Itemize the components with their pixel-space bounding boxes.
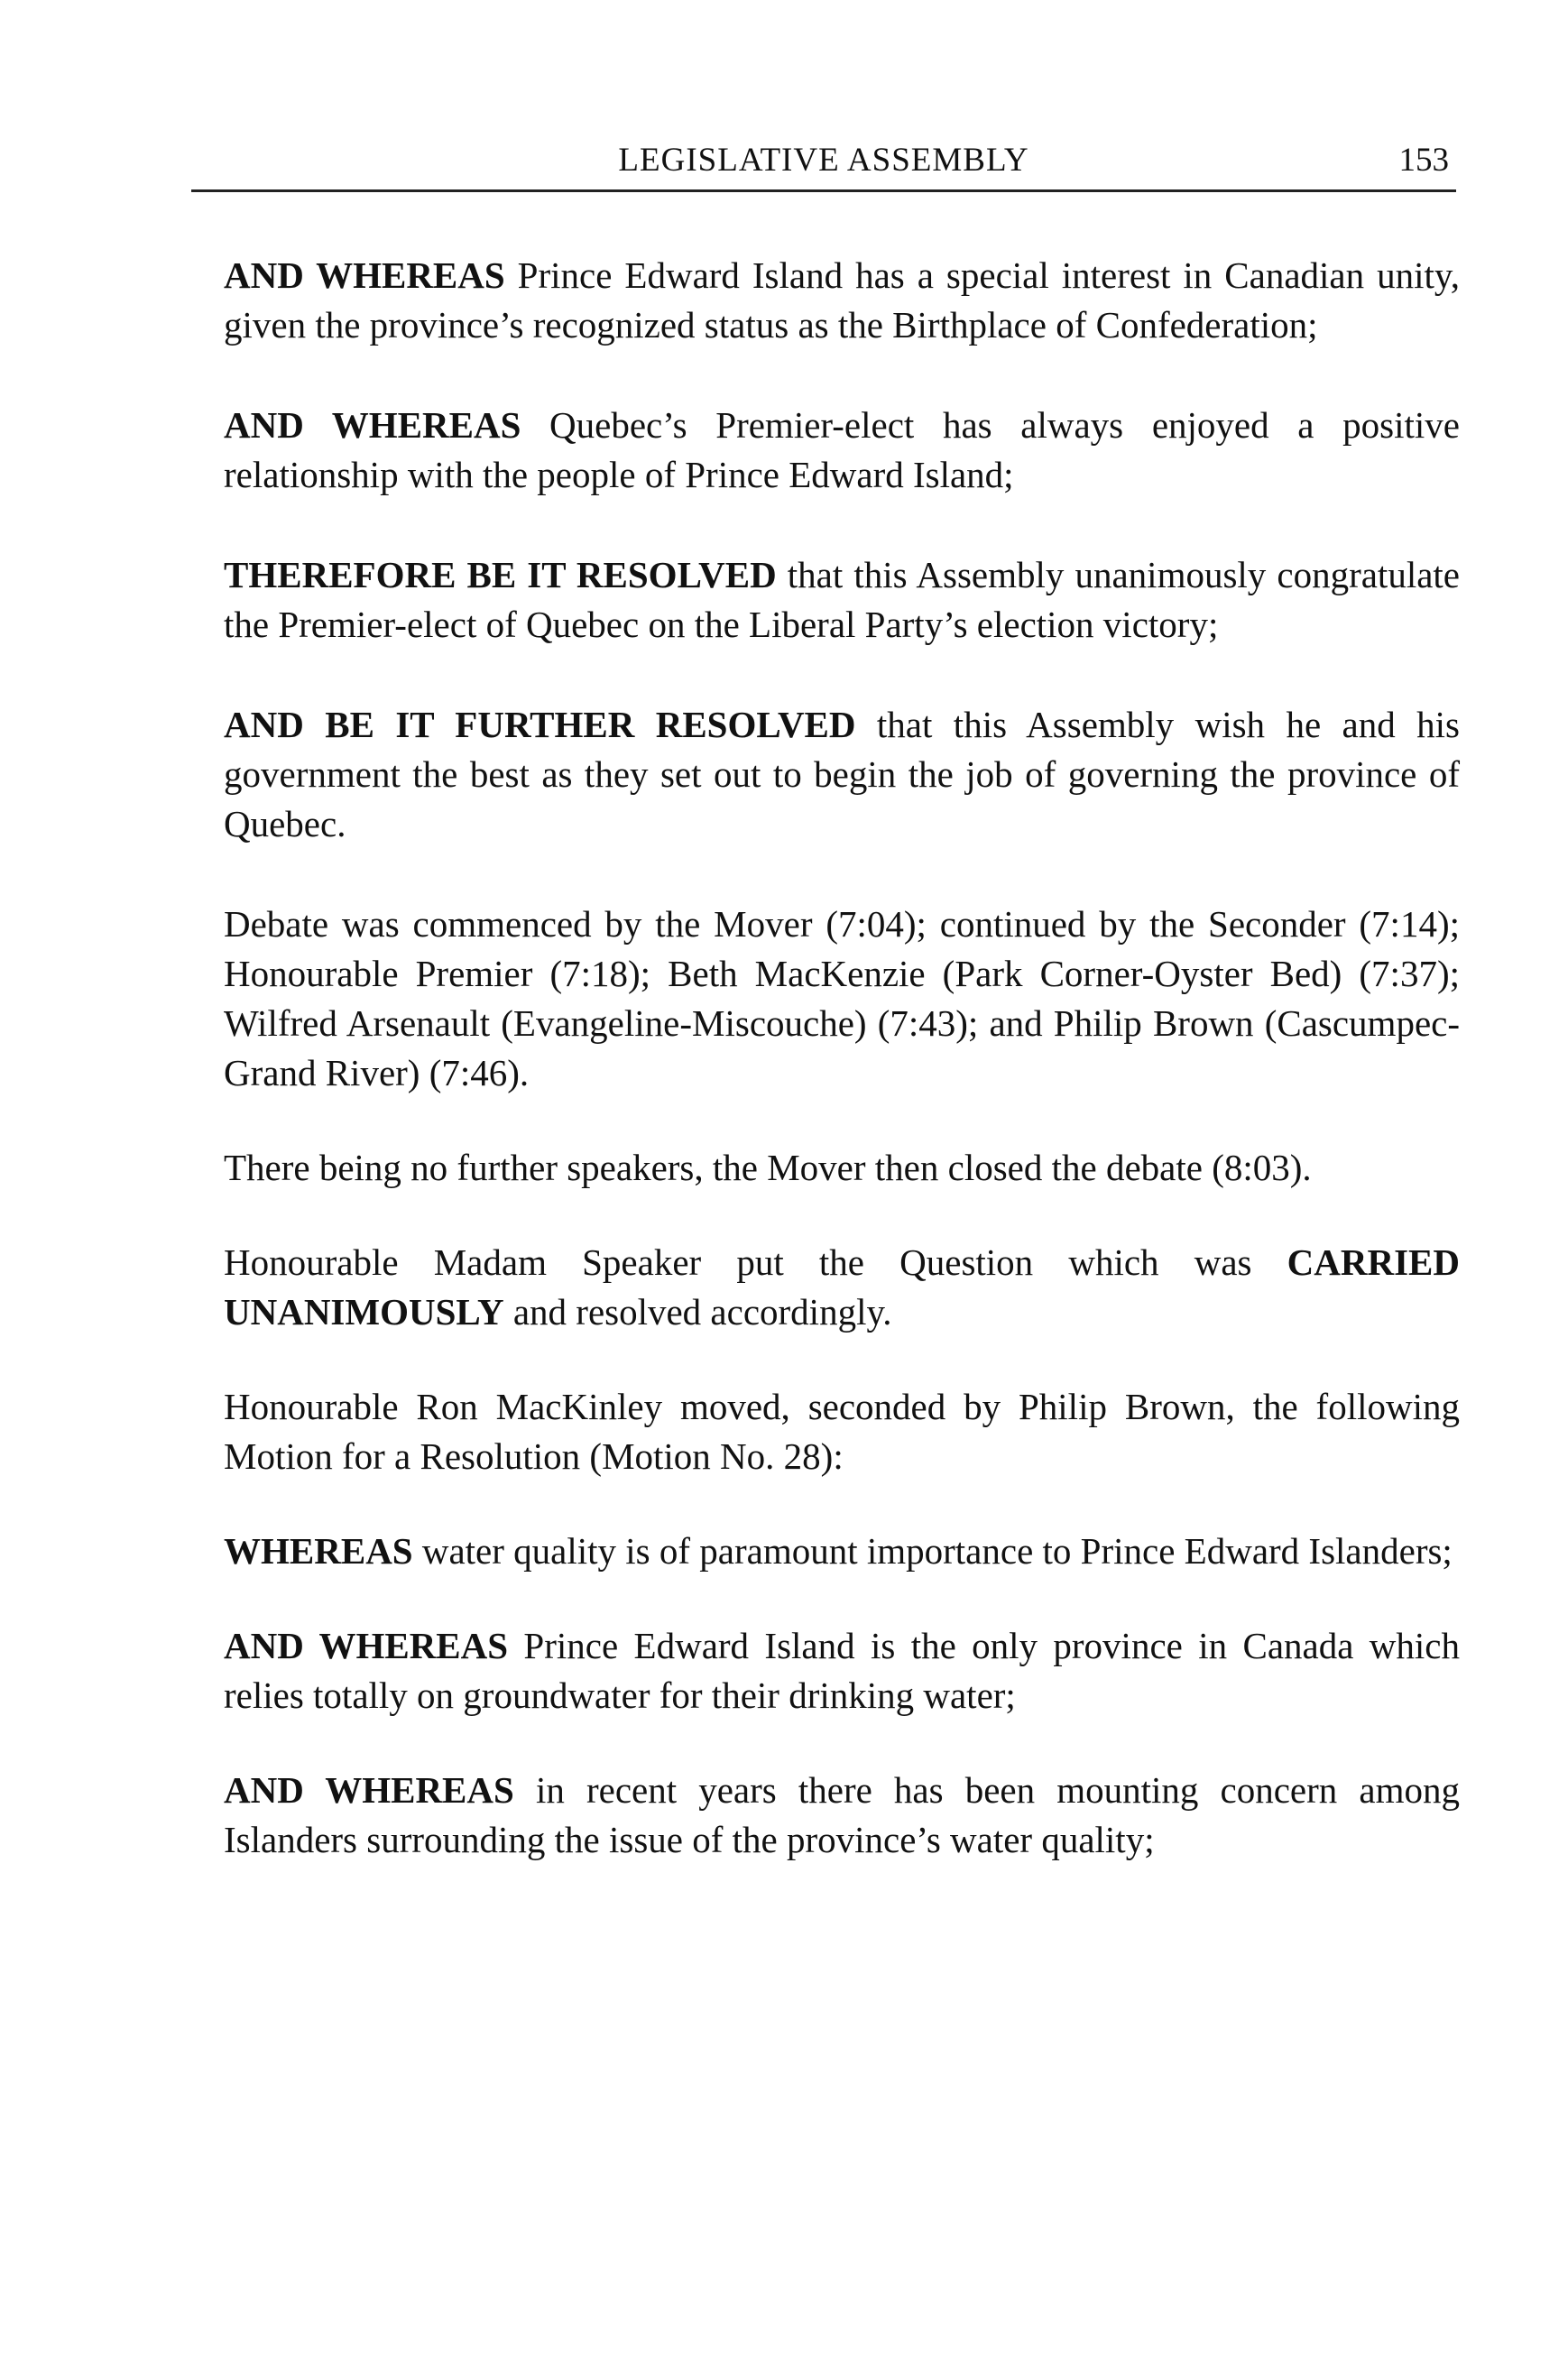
paragraph-text: Debate was commenced by the Mover (7:04); continued by the Seconder (7:14); Honourable Premier (7:18); Beth MacKenzie (Park Corner-Oyster Bed) (7:37); Wilfred Arsenault (Evangeline-Miscouche) (7:43); and Philip Brown (Cascumpec-Grand River) (7:46). xyxy=(224,903,1460,1093)
paragraph-11 xyxy=(224,1766,1460,1865)
paragraph-lead: AND WHEREAS xyxy=(224,254,505,296)
paragraph-text: Honourable Madam Speaker put the Question which was xyxy=(224,1241,1287,1283)
paragraph-text: that this Assembly wish he and his government the best as they set out to begin the job of governing the province of Quebec. xyxy=(224,704,1460,844)
paragraph-lead: AND WHEREAS xyxy=(224,404,521,446)
paragraph-text: Quebec’s Premier-elect has always enjoyed a positive relationship with the people of Prince Edward Island; xyxy=(224,404,1460,495)
paragraph-text: that this Assembly unanimously congratulate the Premier-elect of Quebec on the Liberal Party’s election victory; xyxy=(224,554,1460,645)
paragraph-lead: THEREFORE BE IT RESOLVED xyxy=(224,554,777,595)
paragraph-3 xyxy=(224,550,1460,650)
paragraph-text: Prince Edward Island is the only province in Canada which relies totally on groundwater for their drinking water; xyxy=(224,1625,1460,1716)
paragraph-text: Honourable Ron MacKinley moved, seconded by Philip Brown, the following Motion for a Resolution (Motion No. 28): xyxy=(224,1386,1460,1477)
paragraph-1 xyxy=(224,251,1460,350)
paragraph-lead: AND WHEREAS xyxy=(224,1625,509,1666)
paragraph-text: There being no further speakers, the Mover then closed the debate (8:03). xyxy=(224,1147,1312,1188)
paragraph-question xyxy=(224,1238,1460,1337)
paragraph-lead: AND BE IT FURTHER RESOLVED xyxy=(224,704,856,745)
paragraph-2 xyxy=(224,401,1460,500)
paragraph-lead: WHEREAS xyxy=(224,1530,413,1572)
paragraph-lead: AND WHEREAS xyxy=(224,1769,514,1811)
paragraph-emphasis: CARRIED UNANIMOUSLY xyxy=(224,1241,1460,1333)
paragraph-text: Prince Edward Island has a special interest in Canadian unity, given the province’s recognized status as the Birthplace of Confederation; xyxy=(224,254,1460,346)
paragraph-closed xyxy=(224,1143,1460,1193)
paragraph-motion xyxy=(224,1382,1460,1481)
header-rule xyxy=(191,189,1456,192)
paragraph-debate xyxy=(224,899,1460,1098)
paragraph-10 xyxy=(224,1621,1460,1720)
running-title: LEGISLATIVE ASSEMBLY xyxy=(618,142,1029,179)
paragraph-text: in recent years there has been mounting concern among Islanders surrounding the issue of the province’s water quality; xyxy=(224,1769,1460,1860)
page-header xyxy=(191,135,1456,189)
paragraph-4 xyxy=(224,700,1460,849)
page-number: 153 xyxy=(1398,142,1449,179)
document-body xyxy=(224,251,1460,1910)
paragraph-tail: and resolved accordingly. xyxy=(503,1291,892,1333)
paragraph-text: water quality is of paramount importance to Prince Edward Islanders; xyxy=(412,1530,1453,1572)
paragraph-9 xyxy=(224,1527,1460,1576)
